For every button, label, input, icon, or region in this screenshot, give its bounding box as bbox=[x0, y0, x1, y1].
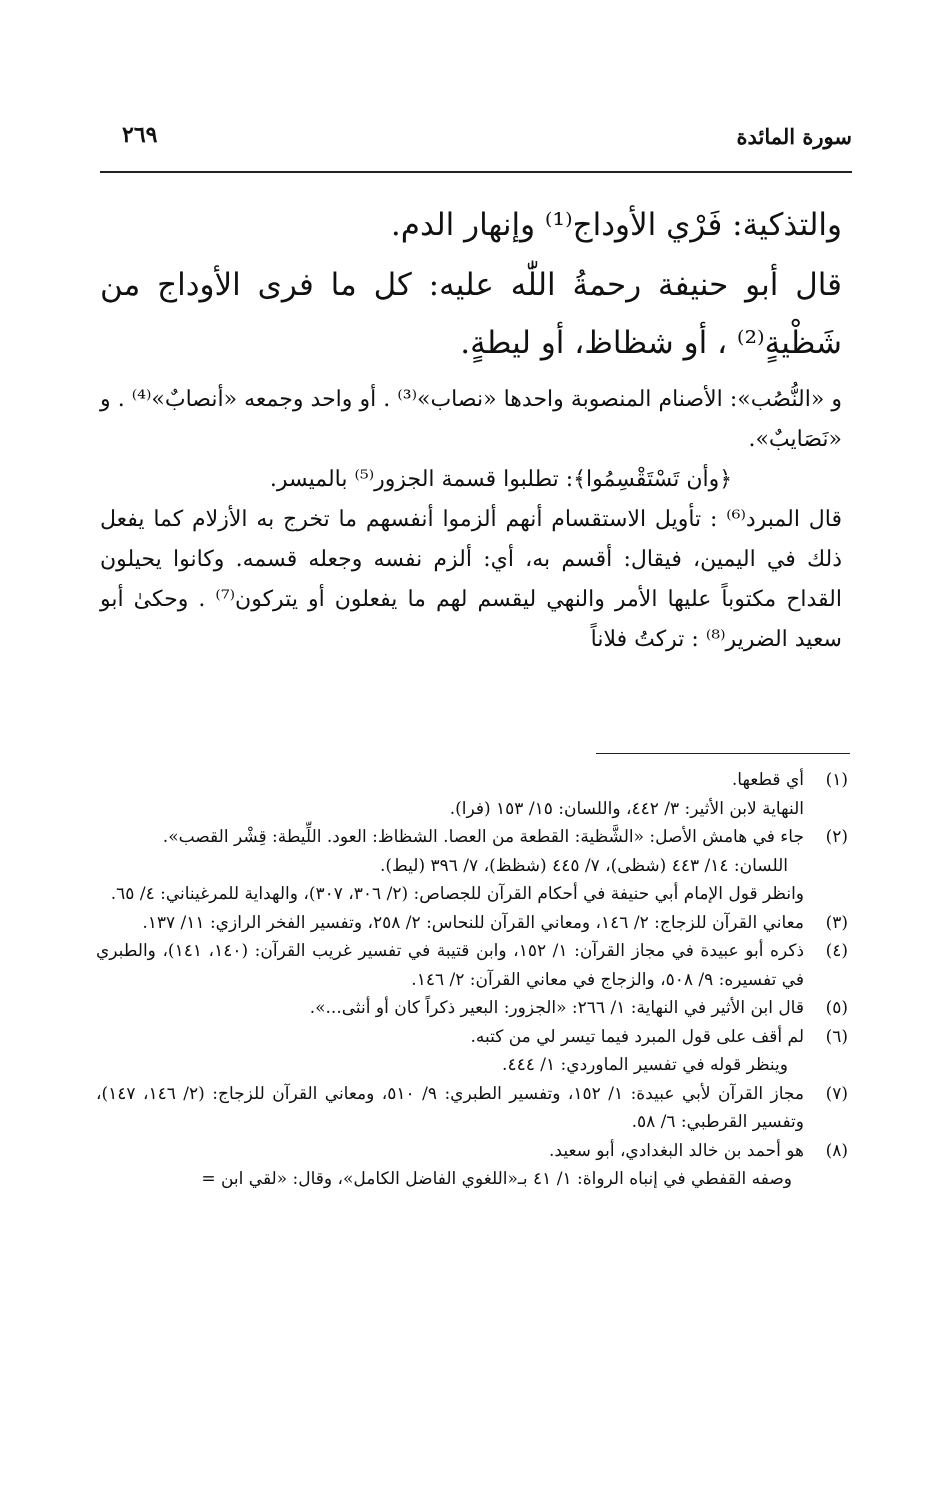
footnote-number: (٥) bbox=[825, 998, 848, 1018]
footnote-number: (٢) bbox=[825, 827, 848, 847]
footnote-number: (٣) bbox=[825, 912, 848, 933]
paragraph-istiqsam-verse: ﴿وأن تَسْتَقْسِمُوا﴾: تطلبوا قسمة الجزور⁽⁵⁾ بالميسر. bbox=[269, 467, 733, 492]
header-rule bbox=[100, 171, 852, 173]
footnote-line: قال ابن الأثير في النهاية: ١/ ٢٦٦: «الجزور: البعير ذكراً كان أو أنثى...». bbox=[309, 998, 804, 1018]
footnote-1 bbox=[96, 766, 848, 823]
footnote-8 bbox=[96, 1137, 848, 1166]
footnote-2 bbox=[96, 823, 848, 909]
footnote-line: هو أحمد بن خالد البغدادي، أبو سعيد. bbox=[549, 1140, 804, 1161]
footnote-continuation: وصفه القفطي في إنباه الرواة: ١/ ٤١ بـ«اللغوي الفاضل الكامل»، وقال: «لقي ابن = bbox=[201, 1169, 792, 1189]
footnote-line: معاني القرآن للزجاج: ٢/ ١٤٦، ومعاني القرآن للنحاس: ٢/ ٢٥٨، وتفسير الفخر الرازي: ١١/ ١٣٧. bbox=[142, 912, 804, 933]
page-header bbox=[100, 118, 852, 158]
footnote-body bbox=[96, 823, 804, 909]
footnote-number: (٤) bbox=[825, 941, 848, 961]
footnote-number: (٨) bbox=[825, 1140, 848, 1161]
footnote-line: النهاية لابن الأثير: ٣/ ٤٤٢، واللسان: ١٥/ ١٥٣ (فرا). bbox=[449, 798, 804, 819]
footnote-line: لم أقف على قول المبرد فيما تيسر لي من كتبه. bbox=[470, 1026, 804, 1047]
main-text bbox=[100, 196, 842, 660]
footnote-rule bbox=[596, 753, 850, 754]
footnote-body bbox=[96, 909, 804, 938]
footnote-6 bbox=[96, 1023, 848, 1080]
footnote-line: اللسان: ١٤/ ٤٤٣ (شظى)، ٧/ ٤٤٥ (شظظ)، ٧/ ٣٩٦ (ليط). bbox=[379, 855, 788, 876]
page-number: ٢٦٩ bbox=[122, 122, 158, 148]
footnote-body bbox=[96, 1023, 804, 1080]
footnote-7 bbox=[96, 1080, 848, 1137]
footnotes bbox=[96, 766, 848, 1194]
footnote-body bbox=[96, 1137, 804, 1166]
footnote-4 bbox=[96, 937, 848, 994]
paragraph-abu-hanifa: قال أبو حنيفة رحمةُ اللّٰه عليه: كل ما فرى الأوداج من شَظْيةٍ⁽²⁾ ، أو شظاظ، أو ليطةٍ. bbox=[100, 267, 842, 361]
footnote-line: وانظر قول الإمام أبي حنيفة في أحكام القرآن للجصاص: (٢/ ٣٠٦، ٣٠٧)، والهداية للمرغيناني: ٤/ ٦٥. bbox=[110, 884, 804, 904]
footnote-number: (٧) bbox=[825, 1083, 848, 1104]
footnote-number: (٦) bbox=[825, 1026, 848, 1047]
footnote-number: (١) bbox=[825, 770, 848, 790]
footnote-line: مجاز القرآن لأبي عبيدة: ١/ ١٥٢، وتفسير الطبري: ٩/ ٥١٠، ومعاني القرآن للزجاج: (٢/ ١٤٦، ١٤٧)، وتفسير القرطبي: ٦/ ٥٨. bbox=[96, 1083, 804, 1132]
footnote-body bbox=[96, 1080, 804, 1137]
footnote-body bbox=[96, 766, 804, 823]
paragraph-mubarrad: قال المبرد⁽⁶⁾ : تأويل الاستقسام أنهم ألزموا أنفسهم ما تخرج به الأزلام كما يفعل ذلك في اليمين، فيقال: أقسم به، أي: ألزم نفسه وجعله قسمه. وكانوا يحيلون القداح مكتوباً عليها الأمر والنهي ليقسم لهم ما يفعلون أو يتركون⁽⁷⁾ . وحكىٰ أبو سعيد الضرير⁽⁸⁾ : تركتُ فلاناً bbox=[100, 507, 842, 652]
footnote-line: أي قطعها. bbox=[731, 770, 804, 790]
footnote-3 bbox=[96, 909, 848, 938]
footnote-5 bbox=[96, 994, 848, 1023]
running-title: سورة المائدة bbox=[736, 124, 852, 149]
paragraph-tadhkiya: والتذكية: فَرْي الأوداج⁽¹⁾ وإنهار الدم. bbox=[390, 207, 842, 243]
footnote-body bbox=[96, 937, 804, 994]
paragraph-nusub: و «النُّصُب»: الأصنام المنصوبة واحدها «نصاب»⁽³⁾ . أو واحد وجمعه «أنصابٌ»⁽⁴⁾ . و «نَصَايبٌ». bbox=[100, 387, 842, 452]
footnote-line: ذكره أبو عبيدة في مجاز القرآن: ١/ ١٥٢، وابن قتيبة في تفسير غريب القرآن: (١٤٠، ١٤١)، والطبري في تفسيره: ٩/ ٥٠٨، والزجاج في معاني القرآن: ٢/ ١٤٦. bbox=[96, 941, 805, 990]
footnote-body bbox=[96, 994, 804, 1023]
footnote-line: وينظر قوله في تفسير الماوردي: ١/ ٤٤٤. bbox=[502, 1055, 788, 1075]
footnote-line: جاء في هامش الأصل: «الشَّظية: القطعة من العصا. الشظاظ: العود. اللِّيطة: قِشْر القصب». bbox=[162, 827, 804, 847]
